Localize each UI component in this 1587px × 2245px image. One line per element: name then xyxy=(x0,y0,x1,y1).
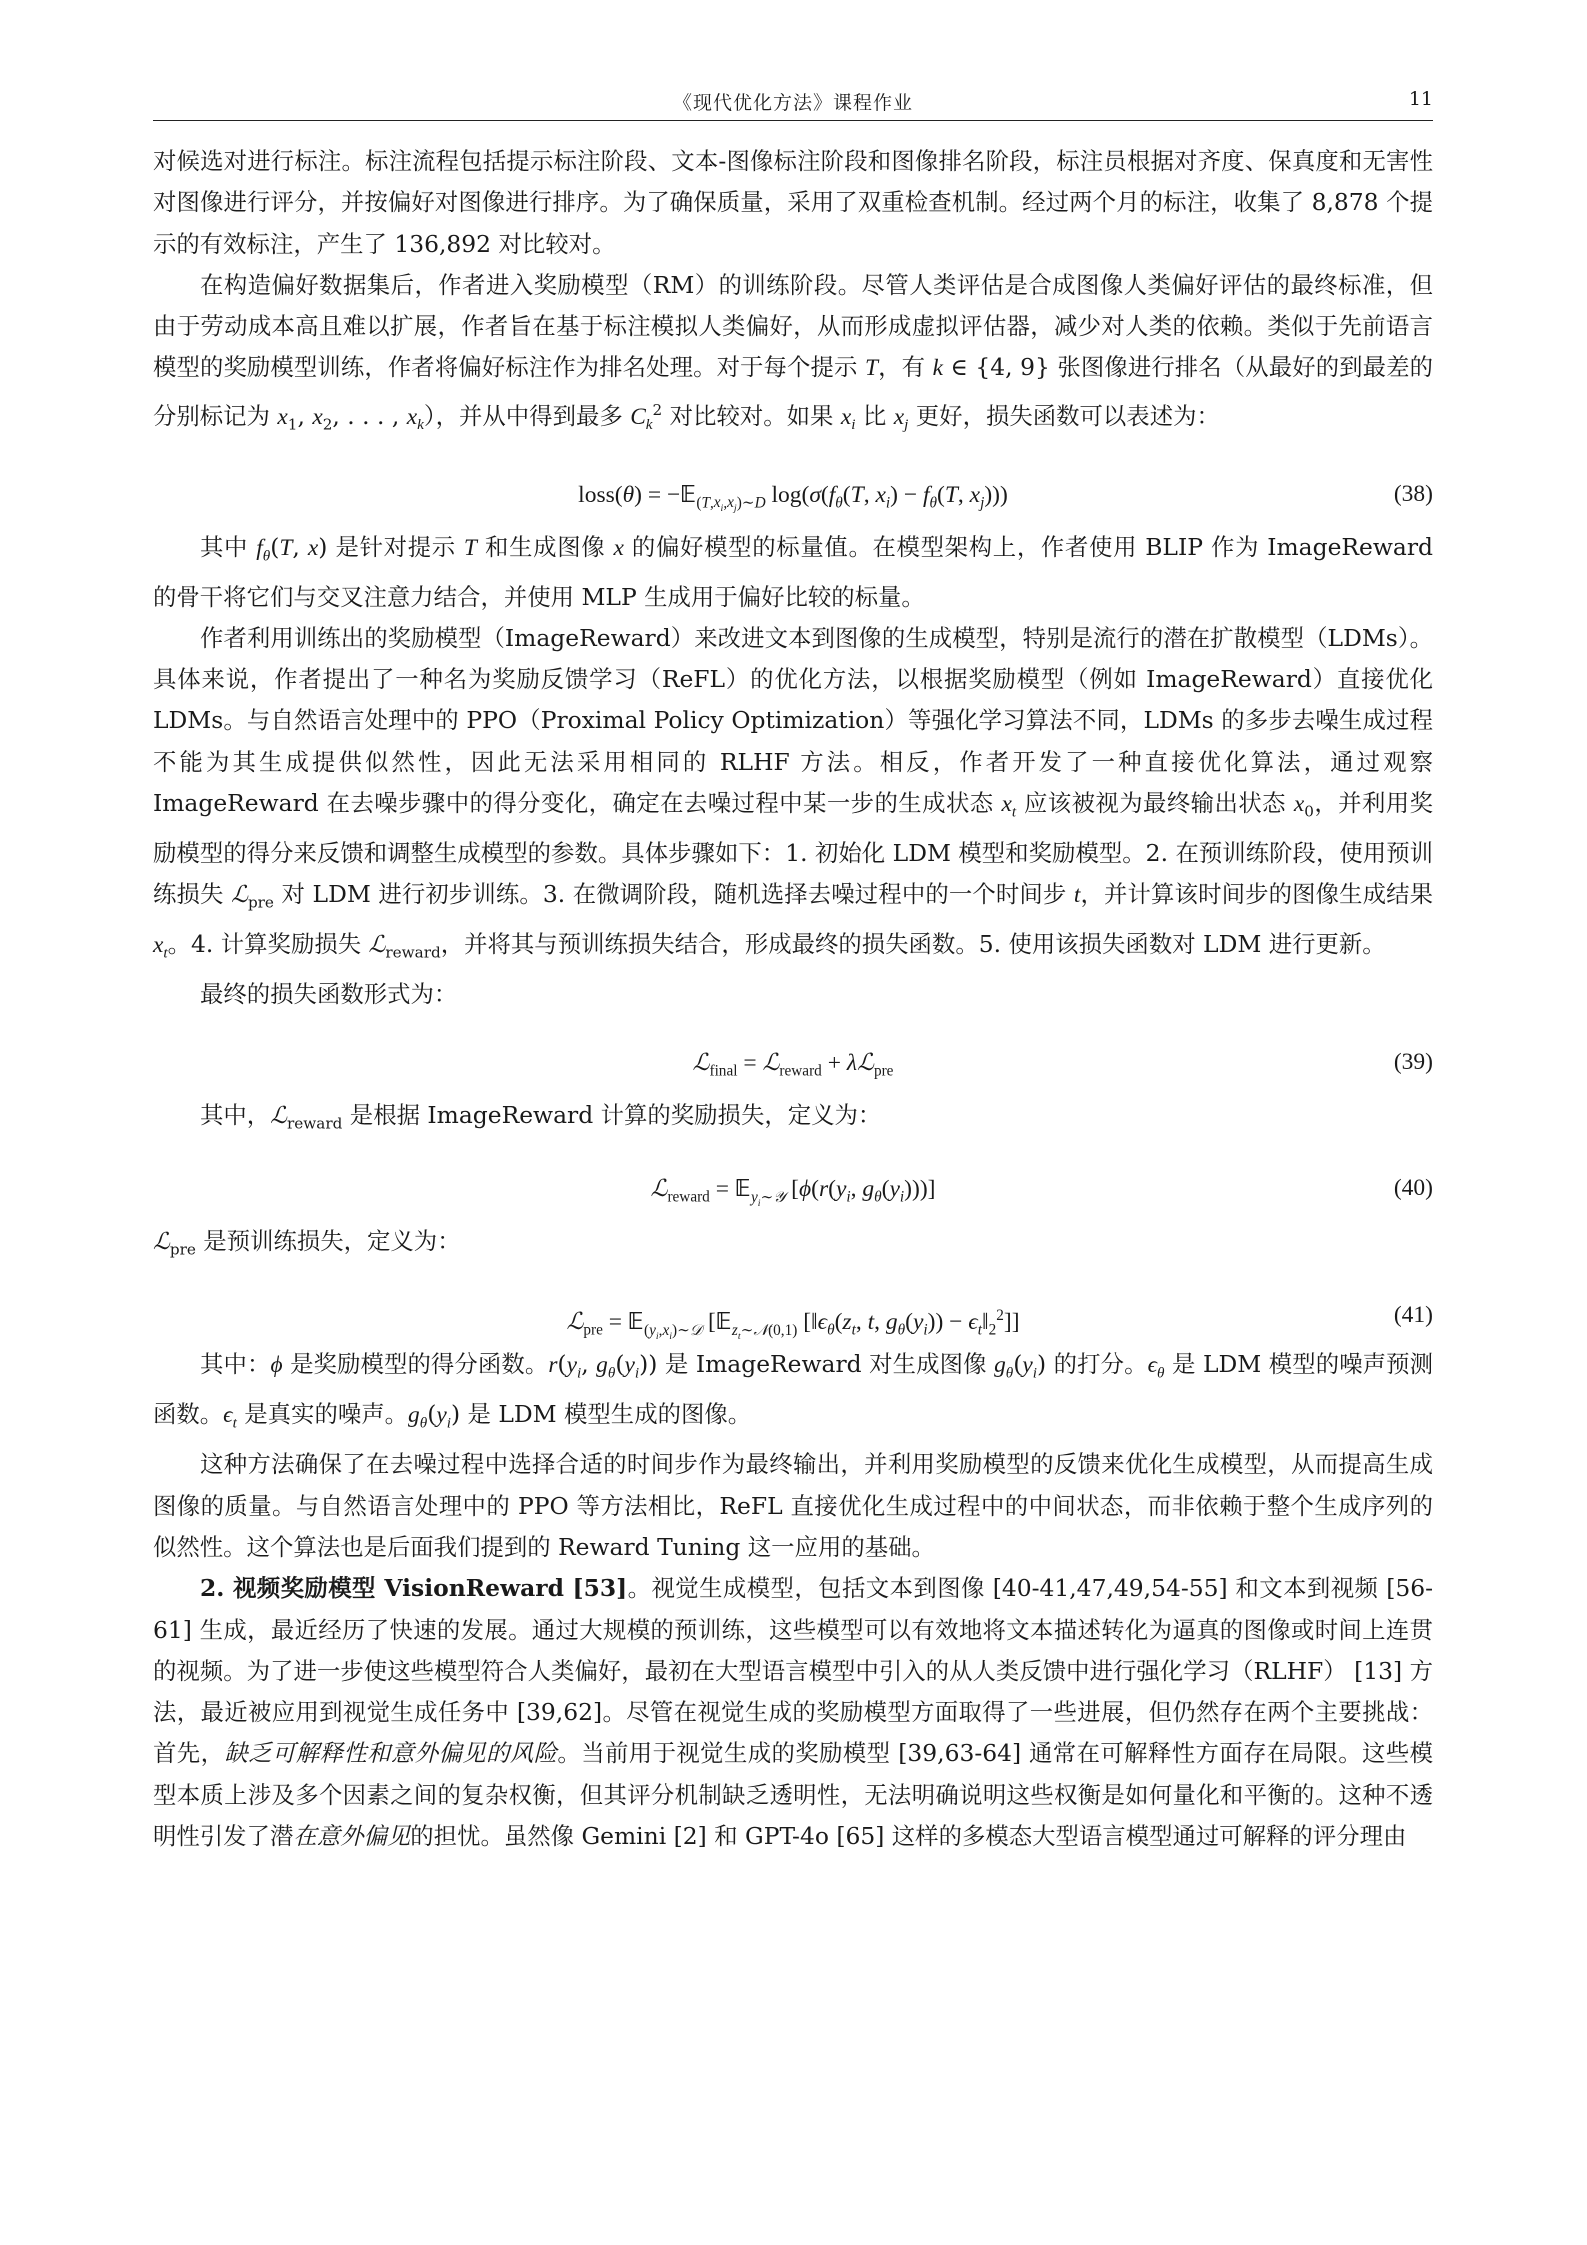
equation-number: (41) xyxy=(1393,1302,1433,1329)
paragraph-7: ℒ$_{pre}$ 是预训练损失，定义为： xyxy=(153,1227,461,1260)
equation-40 xyxy=(153,1168,1433,1209)
reward-loss-formula: ℒ$_{reward}$ = 𝔼$_{y_i\sim 𝒴}$ [$\phi(r(y_i$, $g_\theta(y_i)$))] xyxy=(650,1174,936,1210)
equation-41 xyxy=(153,1295,1433,1342)
paragraph-6: 其中，ℒ$_{reward}$ 是根据 ImageReward 计算的奖励损失，定义为： xyxy=(200,1100,882,1133)
equation-number: (38) xyxy=(1393,480,1433,507)
paragraph-8: 其中：ϕ 是奖励模型的得分函数。$r(y_i$, $g_\theta(y_i)$) 是 ImageReward 对生成图像 $g_\theta(y_i)$ 的打分。$\epsilon_\theta$ 是 LDM 模型的噪声预测函数。$\epsilon_t$ 是真实的噪声。$g_\theta(y_i)$ 是 LDM 模型生成的图像。 xyxy=(153,1350,1434,1433)
paragraph-5: 最终的损失函数形式为： xyxy=(200,980,458,1009)
page-number: 11 xyxy=(1408,88,1433,110)
paper-page xyxy=(153,88,1433,1857)
paragraph-2: 在构造偏好数据集后，作者进入奖励模型（RM）的训练阶段。尽管人类评估是合成图像人类偏好评估的最终标准，但由于劳动成本高且难以扩展，作者旨在基于标注模拟人类偏好，从而形成虚拟评估器，减少对人类的依赖。类似于先前语言模型的奖励模型训练，作者将偏好标注作为排名处理。对于每个提示 T，有 k ∈ {4, 9} 张图像进行排名（从最好的到最差的分别标记为 $x_1$, $x_2$, . . . , $x_k$），并从中得到最多 $C_k^2$ 对比较对。如果 $x_i$ 比 $x_j$ 更好，损失函数可以表述为： xyxy=(153,270,1434,434)
section-heading: 2. 视频奖励模型 VisionReward [53] xyxy=(200,1574,628,1603)
loss-formula: loss(θ) = −𝔼$_{(T,x_i,x_j)\sim D}$ $\log(\sigma(f_\theta(T$, $x_i) - f_\theta(T$, $x_j$))) xyxy=(578,479,1008,515)
paragraph-10: 2. 视频奖励模型 VisionReward [53]。视觉生成模型，包括文本到图像 [40-41,47,49,54-55] 和文本到视频 [56-61] 生成，最近经历了快速的发展。通过大规模的预训练，这些模型可以有效地将文本描述转化为逼真的图像或时间上连贯的视频。为了进一步使这些模型符合人类偏好，最初在大型语言模型中引入的从人类反馈中进行强化学习（RLHF） [13] 方法，最近被应用到视觉生成任务中 [39,62]。尽管在视觉生成的奖励模型方面取得了一些进展，但仍然存在两个主要挑战：首先，缺乏可解释性和意外偏见的风险。当前用于视觉生成的奖励模型 [39,63-64] 通常在可解释性方面存在局限。这些模型本质上涉及多个因素之间的复杂权衡，但其评分机制缺乏透明性，无法明确说明这些权衡是如何量化和平衡的。这种不透明性引发了潜在意外偏见的担忧。虽然像 Gemini [2] 和 GPT-4o [65] 这样的多模态大型语言模型通过可解释的评分理由 xyxy=(153,1574,1434,1851)
equation-38 xyxy=(153,474,1433,515)
course-title: 《现代优化方法》课程作业 xyxy=(672,92,913,114)
equation-number: (40) xyxy=(1393,1175,1433,1202)
running-header xyxy=(153,88,1433,121)
equation-number: (39) xyxy=(1393,1048,1433,1075)
paragraph-3: 其中 $f_\theta(T$, x) 是针对提示 T 和生成图像 x 的偏好模型的标量值。在模型架构上，作者使用 BLIP 作为 ImageReward 的骨干将它们与交叉注意力结合，并使用 MLP 生成用于偏好比较的标量。 xyxy=(153,532,1434,611)
final-loss-formula: ℒ$_{final}$ = ℒ$_{reward}$ + λℒ$_{pre}$ xyxy=(692,1047,894,1080)
paragraph-4: 作者利用训练出的奖励模型（ImageReward）来改进文本到图像的生成模型，特别是流行的潜在扩散模型（LDMs）。具体来说，作者提出了一种名为奖励反馈学习（ReFL）的优化方法，以根据奖励模型（例如 ImageReward）直接优化 LDMs。与自然语言处理中的 PPO（Proximal Policy Optimization）等强化学习算法不同，LDMs 的多步去噪生成过程不能为其生成提供似然性，因此无法采用相同的 RLHF 方法。相反，作者开发了一种直接优化算法，通过观察 ImageReward 在去噪步骤中的得分变化，确定在去噪过程中某一步的生成状态 $x_t$ 应该被视为最终输出状态 $x_0$，并利用奖励模型的得分来反馈和调整生成模型的参数。具体步骤如下：1. 初始化 LDM 模型和奖励模型。2. 在预训练阶段，使用预训练损失 ℒ$_{pre}$ 对 LDM 进行初步训练。3. 在微调阶段，随机选择去噪过程中的一个时间步 t，并计算该时间步的图像生成结果 $x_t$。4. 计算奖励损失 ℒ$_{reward}$，并将其与预训练损失结合，形成最终的损失函数。5. 使用该损失函数对 LDM 进行更新。 xyxy=(153,623,1434,962)
paragraph-1: 对候选对进行标注。标注流程包括提示标注阶段、文本-图像标注阶段和图像排名阶段，标注员根据对齐度、保真度和无害性对图像进行评分，并按偏好对图像进行排序。为了确保质量，采用了双重检查机制。经过两个月的标注，收集了 8,878 个提示的有效标注，产生了 136,892 对比较对。 xyxy=(153,147,1433,258)
paragraph-9: 这种方法确保了在去噪过程中选择合适的时间步作为最终输出，并利用奖励模型的反馈来优化生成模型，从而提高生成图像的质量。与自然语言处理中的 PPO 等方法相比，ReFL 直接优化生成过程中的中间状态，而非依赖于整个生成序列的似然性。这个算法也是后面我们提到的 Reward Tuning 这一应用的基础。 xyxy=(153,1450,1433,1561)
equation-39 xyxy=(153,1042,1433,1083)
pretrain-loss-formula: ℒ$_{pre}$ = 𝔼$_{(y_i,x_i)\sim 𝒟}$ [𝔼$_{z_t\sim 𝒩(0,1)}$ [$‖\epsilon_\theta(z_t$, t, $g_\theta(y_i)$) − $\epsilon_t‖_2^2$]] xyxy=(566,1307,1020,1342)
